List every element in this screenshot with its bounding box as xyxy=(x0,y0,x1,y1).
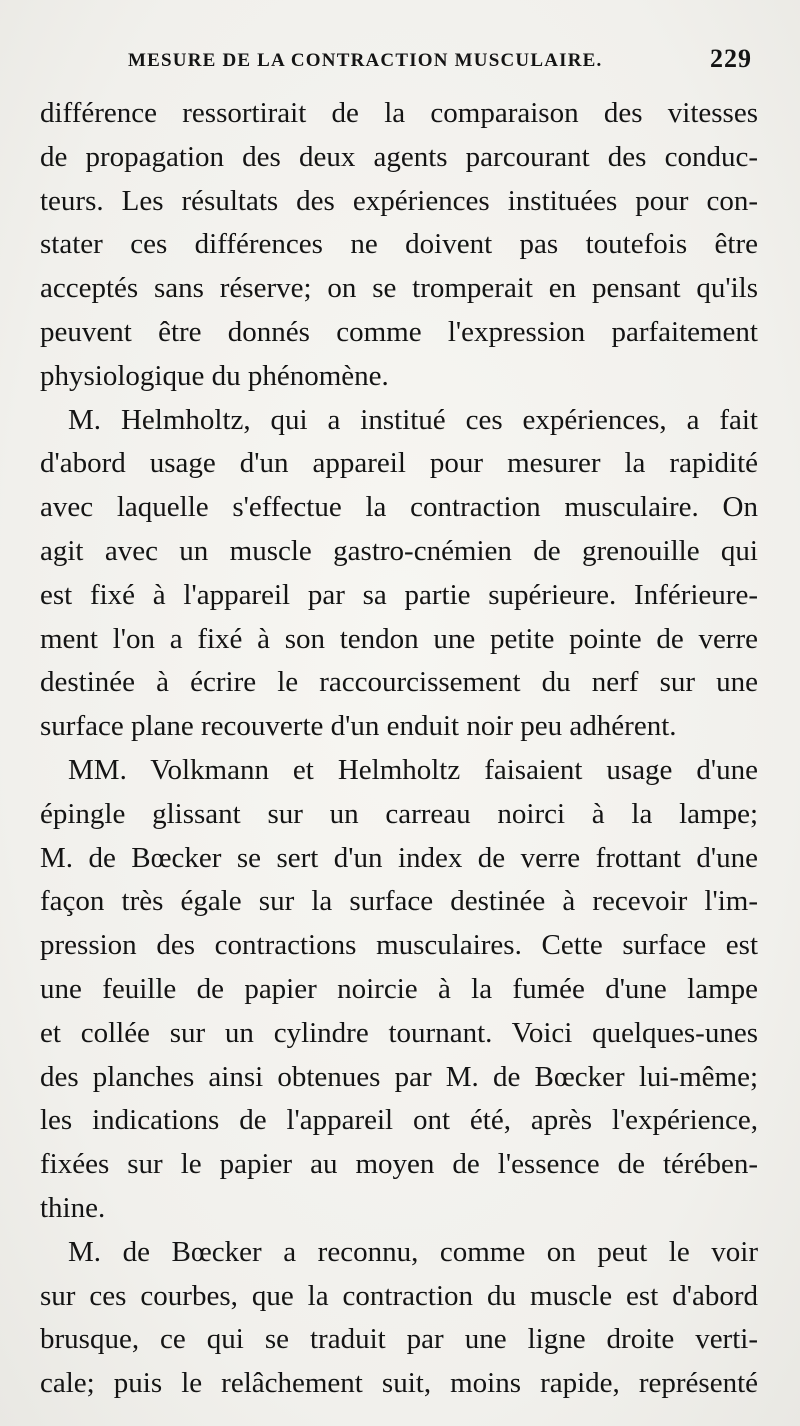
text-line: M. de Bœcker a reconnu, comme on peut le voir xyxy=(68,1235,758,1268)
text-line: ment l'on a fixé à son tendon une petite pointe de verre xyxy=(40,622,758,655)
text-line: une feuille de papier noircie à la fumée d'une lampe xyxy=(40,972,758,1005)
text-line: et collée sur un cylindre tournant. Voici quelques-unes xyxy=(40,1016,758,1049)
text-line: avec laquelle s'effectue la contraction musculaire. On xyxy=(40,491,758,524)
text-line: M. de Bœcker se sert d'un index de verre frottant d'une xyxy=(40,841,758,874)
text-line: différence ressortirait de la comparaison des vitesses xyxy=(40,97,758,129)
text-line: pression des contractions musculaires. Cette surface est xyxy=(40,929,758,962)
text-line: acceptés sans réserve; on se tromperait en pensant qu'ils xyxy=(40,272,758,305)
text-line: peuvent être donnés comme l'expression parfaitement xyxy=(40,315,758,348)
text-line: épingle glissant sur un carreau noirci à la lampe; xyxy=(40,797,758,830)
text-line: surface plane recouverte d'un enduit noir peu adhérent. xyxy=(40,710,677,743)
text-line: façon très égale sur la surface destinée à recevoir l'im- xyxy=(40,885,758,918)
text-line: des planches ainsi obtenues par M. de Bœcker lui-même; xyxy=(40,1060,758,1093)
text-line: sur ces courbes, que la contraction du muscle est d'abord xyxy=(40,1279,758,1312)
text-line: d'abord usage d'un appareil pour mesurer la rapidité xyxy=(40,447,758,480)
text-line: fixées sur le papier au moyen de l'essence de térében- xyxy=(40,1148,758,1181)
page-header xyxy=(40,44,752,84)
text-line: est fixé à l'appareil par sa partie supérieure. Inférieure- xyxy=(40,578,758,611)
text-line: thine. xyxy=(40,1191,106,1224)
paragraph xyxy=(40,749,758,1231)
paragraph xyxy=(40,1231,758,1406)
text-line: teurs. Les résultats des expériences instituées pour con- xyxy=(40,184,758,217)
text-line: agit avec un muscle gastro-cnémien de grenouille qui xyxy=(40,534,758,567)
text-line: brusque, ce qui se traduit par une ligne droite verti- xyxy=(40,1323,758,1356)
text-line: destinée à écrire le raccourcissement du nerf sur une xyxy=(40,666,758,699)
text-line: MM. Volkmann et Helmholtz faisaient usage d'une xyxy=(68,753,758,786)
paragraph xyxy=(40,92,758,399)
paragraph xyxy=(40,399,758,749)
page-number: 229 xyxy=(710,44,752,73)
body-text xyxy=(40,92,758,1406)
text-line: physiologique du phénomène. xyxy=(40,359,389,392)
text-line: les indications de l'appareil ont été, après l'expérience, xyxy=(40,1104,758,1137)
text-line: stater ces différences ne doivent pas toutefois être xyxy=(40,228,758,261)
text-line: cale; puis le relâchement suit, moins rapide, représenté xyxy=(40,1367,758,1400)
text-line: M. Helmholtz, qui a institué ces expériences, a fait xyxy=(68,403,758,436)
running-head: MESURE DE LA CONTRACTION MUSCULAIRE. xyxy=(128,50,603,71)
text-line: de propagation des deux agents parcourant des conduc- xyxy=(40,140,758,173)
